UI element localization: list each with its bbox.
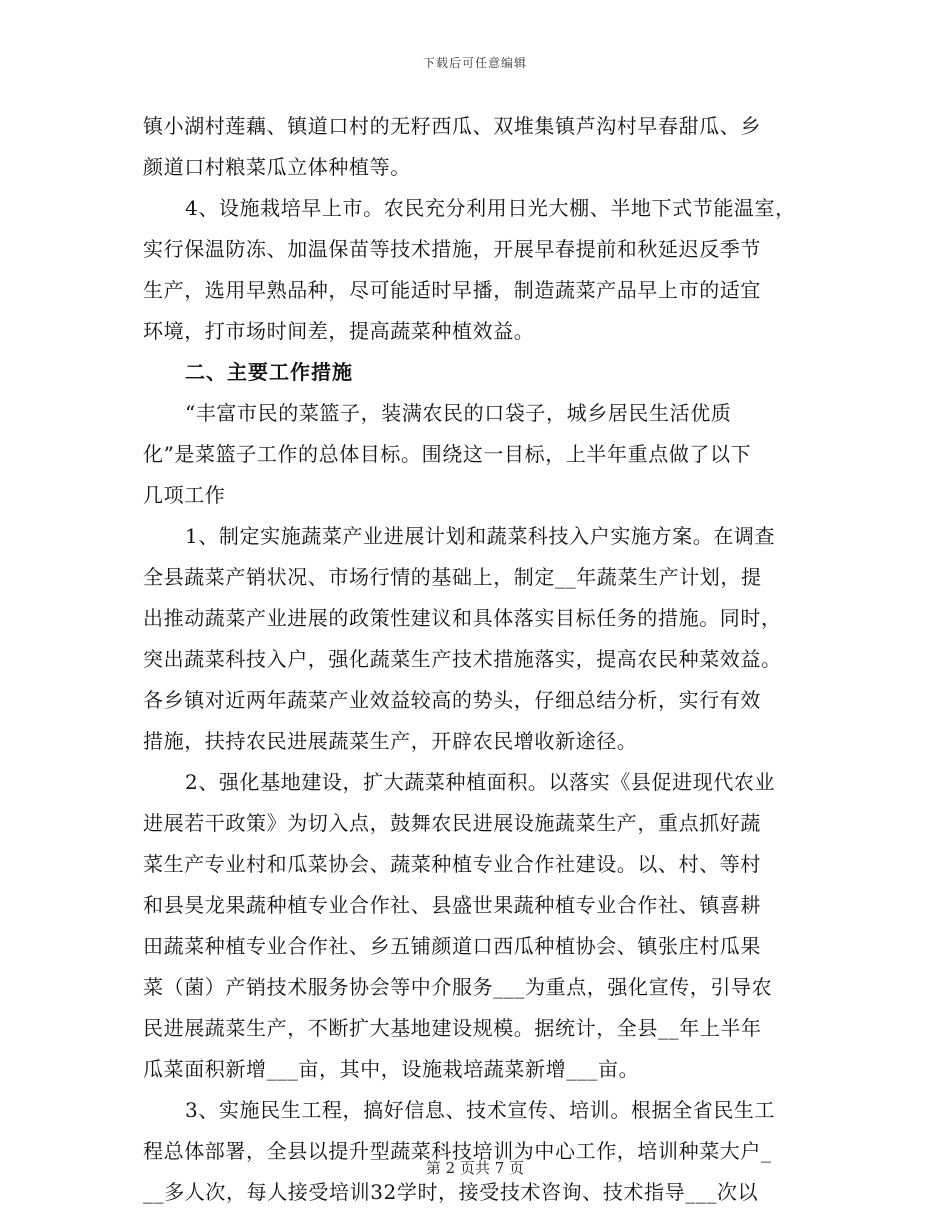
section-heading: 二、主要工作措施 bbox=[185, 360, 353, 384]
text-line: 3、实施民生工程，搞好信息、技术宣传、培训。根据全省民生工 bbox=[185, 1098, 776, 1122]
text-line: 民进展蔬菜生产，不断扩大基地建设规模。据统计，全县__年上半年 bbox=[143, 1016, 762, 1040]
text-line: 各乡镇对近两年蔬菜产业效益较高的势头，仔细总结分析，实行有效 bbox=[143, 688, 761, 712]
text-line: __多人次，每人接受培训32学时，接受技术咨询、技术指导___次以 bbox=[143, 1180, 759, 1204]
text-line: 几项工作 bbox=[143, 483, 226, 507]
text-line: 颜道口村粮菜瓜立体种植等。 bbox=[143, 155, 411, 179]
text-line: 出推动蔬菜产业进展的政策性建议和具体落实目标任务的措施。同时， bbox=[143, 606, 782, 630]
text-line: 田蔬菜种植专业合作社、乡五铺颜道口西瓜种植协会、镇张庄村瓜果 bbox=[143, 934, 761, 958]
text-line: 菜生产专业村和瓜菜协会、蔬菜种植专业合作社建设。以、村、等村 bbox=[143, 852, 761, 876]
text-line: 和县昊龙果蔬种植专业合作社、县盛世果蔬种植专业合作社、镇喜耕 bbox=[143, 893, 761, 917]
page-footer: 第 2 页共 7 页 bbox=[425, 1159, 525, 1177]
text-line: 全县蔬菜产销状况、市场行情的基础上，制定__年蔬菜生产计划，提 bbox=[143, 565, 762, 589]
text-line: “丰富市民的菜篮子，装满农民的口袋子，城乡居民生活优质 bbox=[185, 401, 732, 425]
text-line: 突出蔬菜科技入户，强化蔬菜生产技术措施落实，提高农民种菜效益。 bbox=[143, 647, 782, 671]
text-line: 进展若干政策》为切入点，鼓舞农民进展设施蔬菜生产，重点抓好蔬 bbox=[143, 811, 761, 835]
document-body bbox=[143, 106, 823, 1213]
text-line: 化”是菜篮子工作的总体目标。围绕这一目标，上半年重点做了以下 bbox=[143, 442, 752, 466]
page-header: 下载后可任意编辑 bbox=[422, 56, 527, 70]
text-line: 4、设施栽培早上市。农民充分利用日光大棚、半地下式节能温室， bbox=[185, 196, 796, 220]
text-line: 菜（菌）产销技术服务协会等中介服务___为重点，强化宣传，引导农 bbox=[143, 975, 773, 999]
text-line: 环境，打市场时间差，提高蔬菜种植效益。 bbox=[143, 319, 535, 343]
text-line: 镇小湖村莲藕、镇道口村的无籽西瓜、双堆集镇芦沟村早春甜瓜、乡 bbox=[143, 114, 761, 138]
text-line: 1、制定实施蔬菜产业进展计划和蔬菜科技入户实施方案。在调查 bbox=[185, 524, 776, 548]
text-line: 措施，扶持农民进展蔬菜生产，开辟农民增收新途径。 bbox=[143, 729, 638, 753]
text-line: 2、强化基地建设，扩大蔬菜种植面积。以落实《县促进现代农业 bbox=[185, 770, 776, 794]
text-line: 程总体部署，全县以提升型蔬菜科技培训为中心工作，培训种菜大户_ bbox=[143, 1139, 772, 1163]
text-line: 瓜菜面积新增___亩，其中，设施栽培蔬菜新增___亩。 bbox=[143, 1057, 640, 1081]
text-line: 生产，选用早熟品种，尽可能适时早播，制造蔬菜产品早上市的适宜 bbox=[143, 278, 761, 302]
text-line: 实行保温防冻、加温保苗等技术措施，开展早春提前和秋延迟反季节 bbox=[143, 237, 761, 261]
